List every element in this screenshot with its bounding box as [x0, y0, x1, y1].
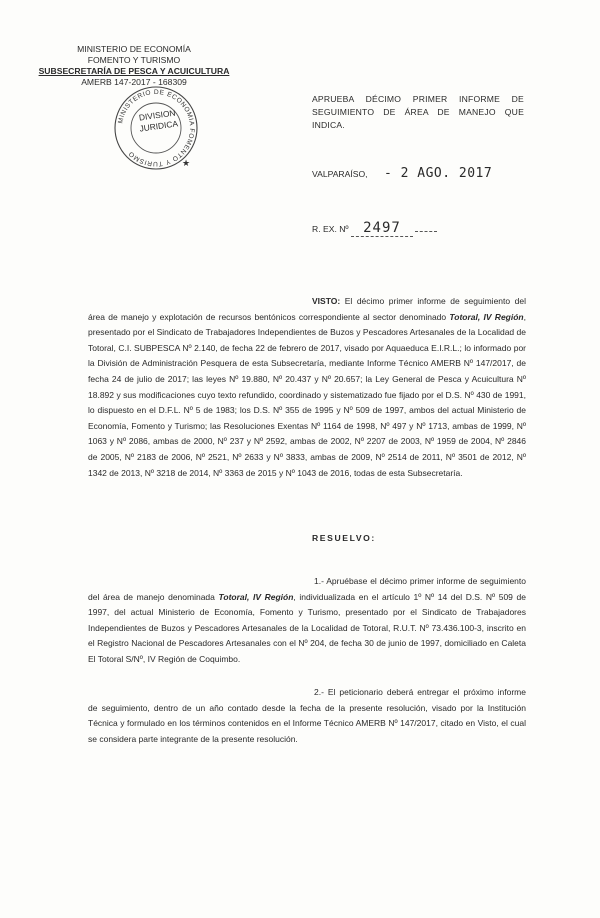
ministry-name: MINISTERIO DE ECONOMÍA	[77, 44, 191, 54]
visto-text-after: , presentado por el Sindicato de Trabajadores Independientes de Buzos y Pescadores Artesanales de la Localidad de Totoral, C.I. SUBPESCA Nº 2.140, de fecha 22 de febrero de 2017, visado por Aquaeduca E.I.R.L.; lo informado por la División de Administración Pesquera de esta Subsecretaría, mediante Informe Técnico AMERB Nº 147/2017, de fecha 24 de julio de 2017; las leyes Nº 19.880, Nº 20.437 y Nº 20.657; la Ley General de Pesca y Acuicultura Nº 18.892 y sus modificaciones cuyo texto refundido, coordinado y sistematizado fue fijado por el D.S. Nº 430 de 1991, lo dispuesto en el D.F.L. Nº 5 de 1983; los D.S. Nº 355 de 1995 y Nº 509 de 1997, ambos del actual Ministerio de Economía, Fomento y Turismo; las Resoluciones Exentas Nº 1164 de 1998, Nº 497 y Nº 1713, ambas de 1999, Nº 1063 y Nº 2086, ambas de 2000, Nº 237 y Nº 2592, ambas de 2002, Nº 2207 de 2003, Nº 1959 de 2004, Nº 2846 de 2005, Nº 2183 de 2006, Nº 2521, Nº 2633 y Nº 3833, ambas de 2009, Nº 2514 de 2011, Nº 3501 de 2012, Nº 1342 de 2013, Nº 3218 de 2014, Nº 3363 de 2015 y Nº 1043 de 2016, todas de esta Subsecretaría.	[88, 311, 526, 478]
visto-label: VISTO:	[312, 296, 341, 306]
visto-location: Totoral, IV Región	[449, 311, 524, 322]
document-subject: APRUEBA DÉCIMO PRIMER INFORME DE SEGUIMIENTO DE ÁREA DE MANEJO QUE INDICA.	[312, 94, 524, 130]
place-date-line	[312, 166, 492, 181]
rex-underline	[415, 231, 437, 232]
ministry-header	[34, 44, 234, 88]
stamp-star-icon: ★	[182, 158, 191, 168]
resolve-1-number: 1.-	[314, 576, 324, 586]
rex-label: R. EX. Nº	[312, 224, 349, 234]
resolution-number-line	[312, 220, 437, 237]
stamp-ring-text: MINISTERIO DE ECONOMIA FOMENTO Y TURISMO	[117, 88, 196, 168]
visto-text-before: El décimo primer informe de seguimiento del área de manejo y explotación de recursos bentónicos correspondiente al sector denominado	[88, 296, 526, 322]
resolve-2-paragraph	[88, 685, 526, 747]
resuelvo-heading: RESUELVO:	[312, 533, 376, 543]
place: VALPARAÍSO,	[312, 169, 368, 179]
subsecretaria-name: SUBSECRETARÍA DE PESCA Y ACUICULTURA	[38, 66, 230, 76]
stamp-division: DIVISION	[138, 107, 177, 123]
date-stamp: - 2 AGO. 2017	[383, 166, 493, 181]
stamp-juridica: JURIDICA	[138, 118, 179, 134]
rex-number: 2497	[351, 220, 413, 237]
resolve-2-text: El peticionario deberá entregar el próximo informe de seguimiento, dentro de un año contado desde la fecha de la presente resolución, visado por la Institución Técnica y formulado en los términos contenidos en el Informe Técnico AMERB Nº 147/2017, citado en Visto, el cual se considera parte integrante de la presente resolución.	[88, 687, 526, 744]
resolve-2-number: 2.-	[314, 687, 324, 697]
amerb-code: AMERB 147-2017 - 168309	[81, 77, 187, 87]
visto-paragraph	[88, 294, 526, 481]
ministry-sub: FOMENTO Y TURISMO	[87, 55, 181, 65]
resolve-1-paragraph	[88, 574, 526, 668]
resolve-1-location: Totoral, IV Región	[218, 591, 294, 602]
resolve-1-after: , individualizada en el artículo 1º Nº 14 del D.S. Nº 509 de 1997, del actual Ministerio de Economía, Fomento y Turismo, presentado por el Sindicato de Trabajadores Independientes de Buzos y Pescadores Artesanales de la Localidad de Totoral, R.U.T. Nº 73.436.100-3, inscrito en el Registro Nacional de Pescadores Artesanales con el Nº 204, de fecha 30 de junio de 1997, domiciliado en Caleta El Totoral S/Nº, IV Región de Coquimbo.	[88, 591, 526, 664]
resolve-1-before: Apruébase el décimo primer informe de seguimiento del área de manejo denominada	[88, 576, 526, 602]
